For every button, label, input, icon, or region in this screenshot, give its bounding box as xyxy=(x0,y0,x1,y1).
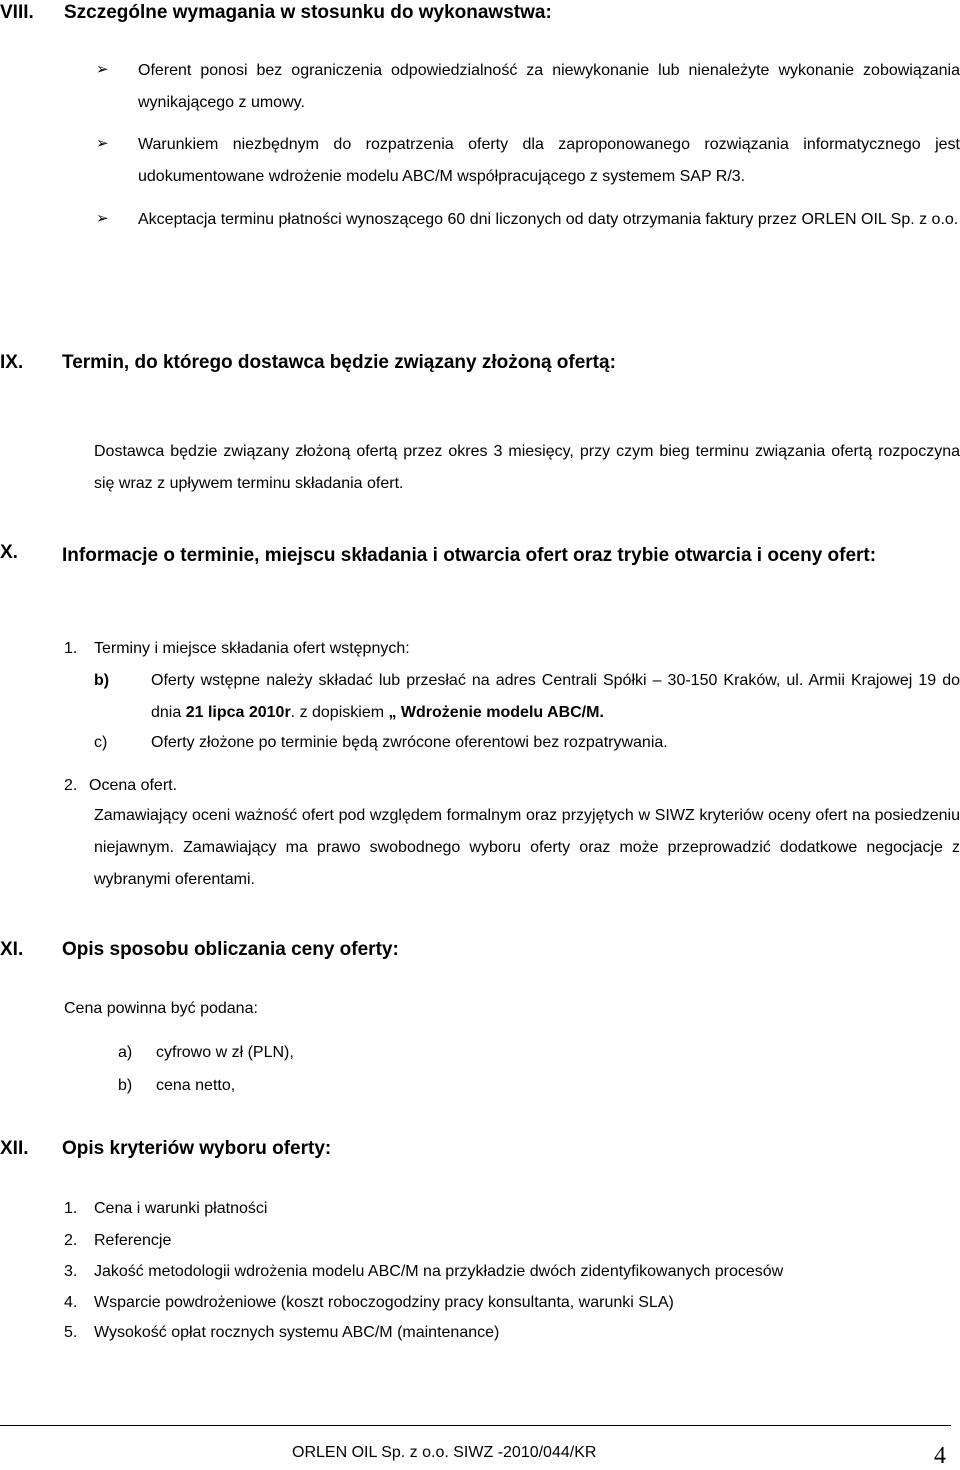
s12-item-text: Wysokość opłat rocznych systemu ABC/M (maintenance) xyxy=(94,1324,500,1341)
section-9-number: IX. xyxy=(0,352,24,373)
footer-divider xyxy=(0,1425,951,1426)
s12-item-text: Wsparcie powdrożeniowe (koszt roboczogodziny pracy konsultanta, warunki SLA) xyxy=(94,1294,674,1311)
s10-p2-number: 2. xyxy=(64,777,78,794)
s12-item-number: 1. xyxy=(64,1200,78,1217)
s12-item-number: 5. xyxy=(64,1324,78,1341)
s10-p1-text: Terminy i miejsce składania ofert wstępnych: xyxy=(94,640,410,657)
section-9-title: Termin, do którego dostawca będzie związany złożoną ofertą: xyxy=(62,352,616,373)
s12-item-number: 4. xyxy=(64,1294,78,1311)
s10-item-b-text: Oferty wstępne należy składać lub przesłać na adres Centrali Spółki – 30-150 Kraków, ul. Armii Krajowej 19 do dnia 21 lipca 2010r. z dopiskiem „ Wdrożenie modelu ABC/M. xyxy=(151,672,960,721)
bullet-arrow-icon: ➢ xyxy=(96,135,109,152)
s11-item-letter: a) xyxy=(118,1044,133,1061)
s10-item-c-letter: c) xyxy=(94,734,108,751)
section-10-title: Informacje o terminie, miejscu składania i otwarcia ofert oraz trybie otwarcia i oceny ofert: xyxy=(62,545,877,566)
section-11-title: Opis sposobu obliczania ceny oferty: xyxy=(62,939,399,960)
s8-item-3: Akceptacja terminu płatności wynoszącego 60 dni liczonych od daty otrzymania faktury przez ORLEN OIL Sp. z o.o. xyxy=(138,211,959,228)
bullet-arrow-icon: ➢ xyxy=(96,61,109,78)
s12-item-text: Referencje xyxy=(94,1232,172,1249)
section-12-title: Opis kryteriów wyboru oferty: xyxy=(62,1138,332,1159)
page-number: 4 xyxy=(934,1443,946,1469)
s12-item-text: Jakość metodologii wdrożenia modelu ABC/M na przykładzie dwóch zidentyfikowanych procesów xyxy=(94,1263,784,1280)
section-8-number: VIII. xyxy=(0,2,34,23)
section-10-number: X. xyxy=(0,542,18,563)
s11-item-text: cena netto, xyxy=(156,1077,236,1094)
section-12-number: XII. xyxy=(0,1138,29,1159)
s10-p1-number: 1. xyxy=(64,640,78,657)
s11-item-text: cyfrowo w zł (PLN), xyxy=(156,1044,294,1061)
s8-item-2: Warunkiem niezbędnym do rozpatrzenia oferty dla zaproponowanego rozwiązania informatycznego jest udokumentowane wdrożenie modelu ABC/M współpracującego z systemem SAP R/3. xyxy=(138,136,960,185)
s10-p2-text: Ocena ofert. xyxy=(89,777,178,794)
footer-text: ORLEN OIL Sp. z o.o. SIWZ -2010/044/KR xyxy=(292,1444,597,1461)
s10-p2-body: Zamawiający oceni ważność ofert pod względem formalnym oraz przyjętych w SIWZ kryteriów oceny ofert na posiedzeniu niejawnym. Zamawiający ma prawo swobodnego wyboru oferty oraz może przeprowadzić dodatkowe negocjacje z wybranymi oferentami. xyxy=(94,807,960,888)
section-8-title: Szczególne wymagania w stosunku do wykonawstwa: xyxy=(64,2,552,23)
bullet-arrow-icon: ➢ xyxy=(96,210,109,227)
s9-body: Dostawca będzie związany złożoną ofertą przez okres 3 miesięcy, przy czym bieg terminu związania ofertą rozpoczyna się wraz z upływem terminu składania ofert. xyxy=(94,443,960,492)
s10-item-b-letter: b) xyxy=(94,672,110,689)
s12-item-number: 2. xyxy=(64,1232,78,1249)
s12-item-text: Cena i warunki płatności xyxy=(94,1200,268,1217)
s11-item-letter: b) xyxy=(118,1077,133,1094)
s12-item-number: 3. xyxy=(64,1263,78,1280)
s8-item-1: Oferent ponosi bez ograniczenia odpowiedzialność za niewykonanie lub nienależyte wykonanie zobowiązania wynikającego z umowy. xyxy=(138,62,960,111)
section-11-number: XI. xyxy=(0,939,24,960)
s11-intro: Cena powinna być podana: xyxy=(64,1000,258,1017)
s10-item-c-text: Oferty złożone po terminie będą zwrócone oferentowi bez rozpatrywania. xyxy=(151,734,668,751)
